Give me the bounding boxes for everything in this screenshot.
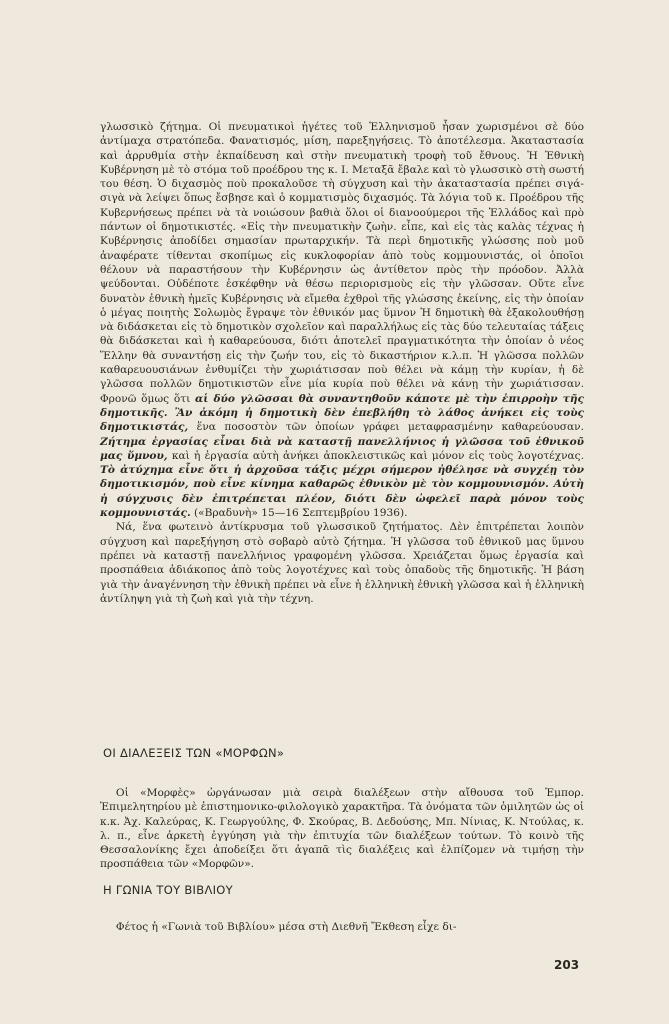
lectures-paragraph: Οἱ «Μορφὲς» ὠργάνωσαν μιὰ σειρὰ διαλέξεων στὴν αἴθουσα τοῦ Ἐμπορ. Ἐπιμελητηρίου μὲ ἐπιστημονικο-φιλολογικὸ χαρακτῆρα. Τὰ ὀνόματα τῶν ὁμιλητῶν ὡς οἱ κ.κ. Ἀχ. Καλεύρας, Κ. Γεωργούλης, Φ. Σκούρας, Β. Δεδούσης, Μπ. Νίνιας, Κ. Ντούλας, κ. λ. π., εἶνε ἀρκετὴ ἐγγύηση γιὰ τὴν ἐπιτυχία τῶν διαλέξεων τούτων. Τὸ κοινὸ τῆς Θεσσαλονίκης ἔχει ἀποδείξει ὅτι ἀγαπᾶ τὶς διαλέξεις καὶ ἐλπίζομεν νὰ τιμήσῃ τὴν προσπάθεια τῶν «Μορφῶν».: [100, 787, 584, 871]
closing-paragraph: Νά, ἕνα φωτεινὸ ἀντίκρυσμα τοῦ γλωσσικοῦ ζητήματος. Δὲν ἐπιτρέπεται λοιπὸν σύγχυση καὶ παρεξήγηση στὸ σοβαρὸ αὐτὸ ζήτημα. Ἡ γλῶσσα τοῦ ἐθνικοῦ μας ὕμνου πρέπει νὰ καταστῇ πανελλήνιος γραφομένη γλῶσσα. Χρειάζεται ὅμως ἐργασία καὶ προσπάθεια ἀδιάκοπος ἀπὸ τοὺς λογοτέχνες καὶ τοὺς ὀπαδοὺς τῆς δημοτικῆς. Ἡ βάση γιὰ τὴν ἀναγέννηση τὴν ἐθνικὴ πρέπει νὰ εἶνε ἡ ἑλληνικὴ ἐθνικὴ γλῶσσα καὶ ἡ ἑλληνικὴ ἀντίληψη γιὰ τὴ ζωὴ καὶ γιὰ τὴν τέχνη.: [100, 521, 584, 605]
text-segment: γλωσσικὸ ζήτημα. Οἱ πνευματικοὶ ἡγέτες τοῦ Ἑλληνισμοῦ ἦσαν χωρισμένοι σὲ δύο ἀντίμαχα στρατόπεδα. Φανατισμός, μίση, παρεξηγήσεις. Τὸ ἀποτέλεσμα. Ἀκαταστασία καὶ ἀρρυθμία στὴν ἐκπαίδευση καὶ στὴν πνευματικὴ τροφὴ τοῦ ἔθνους. Ἡ Ἐθνικὴ Κυβέρνηση μὲ τὸ στόμα τοῦ προέδρου της κ. Ι. Μεταξᾶ ἔβαλε καὶ τὸ γλωσσικὸ στὴ σωστή του θέση. Ὁ διχασμὸς ποὺ προκαλοῦσε τὴ σύγχυση καὶ τὴν ἀκαταστασία πρέπει σιγά-σιγὰ νὰ λείψει ὅπως ἔσβησε καὶ ὁ κομματισμὸς διχασμός. Τὰ λόγια τοῦ κ. Προέδρου τῆς Κυβερνήσεως πρέπει νὰ τὰ νοιώσουν βαθιὰ ὅλοι οἱ διανοούμεροι τῆς Ἑλλάδος καὶ πρὸ πάντων οἱ δημοτικιστές. «Εἰς τὴν πνευματικὴν ζωὴν. εἶπε, καὶ εἰς τὰς καλὰς τέχνας ἡ Κυβέρνησις ἀποδίδει σημασίαν πρωταρχικήν. Τὰ περὶ δημοτικῆς γλώσσης ποὺ μοῦ ἀναφέρατε τίθενται σκοπίμως εἰς κυκλοφορίαν ἀπὸ τοὺς κομμουνιστάς, οἱ ὁποῖοι θέλουν νὰ παραστήσουν τὴν Κυβέρνησιν ὡς ἀντίθετον πρὸς τὴν πρόοδον. Ἀλλὰ ψεύδονται. Οὐδέποτε ἐσκέφθην νὰ θέσω περιορισμοὺς εἰς τὴν γλῶσσαν. Οὔτε εἶνε δυνατὸν ἐθνικὴ ἡμεῖς Κυβέρνησις νὰ εἴμεθα ἐχθροὶ τῆς γλώσσης ἐκείνης, εἰς τὴν ὁποίαν ὁ μέγας ποιητὴς Σολωμὸς ἔγραψε τὸν ἐθνικόν μας ὕμνον Ἡ δημοτικὴ θὰ ἐξακολουθήσῃ νὰ διδάσκεται εἰς τὸ δημοτικὸν σχολεῖον καὶ παραλλήλως εἰς τὰς δύο τελευταίας τάξεις θὰ διδάσκεται καὶ ἡ καθαρεύουσα, διότι ἀποτελεῖ πραγματικότητα τὴν ὁποίαν ὁ νέος Ἕλλην θὰ συναντήσῃ εἰς τὴν ζωήν του, εἰς τὸ δικαστήριον κ.λ.π. Ἡ γλῶσσα πολλῶν καθαρευουσιάνων ἐνθυμίζει τὴν χωριάτισσαν ποὺ θέλει νὰ κάμῃ τὴν κυρίαν, ἡ δὲ γλῶσσα πολλῶν δημοτικιστῶν εἶνε μία κυρία ποὺ θέλει νὰ κάνῃ τὴν χωριάτισσαν. Φρονῶ ὅμως ὅτι: [100, 121, 584, 405]
quoted-paragraph: [100, 120, 584, 520]
bold-segment: Τὸ ἀτύχημα εἶνε ὅτι ἡ ἀρχοῦσα τάξις μέχρι σήμερον ἠθέλησε νὰ συγχέῃ τὸν δημοτικισμόν, ποὺ εἶνε κίνημα καθαρῶς ἐθνικὸν μὲ τὸν κομμουνισμόν. Αὐτὴ ἡ σύγχυσις δὲν ἐπιτρέπεται πλέον, διότι δὲν ὠφελεῖ παρὰ μόνον τοὺς κομμουνιστάς.: [100, 464, 584, 520]
text-segment: («Βραδυνὴ» 15—16 Σεπτεμβρίου 1936).: [190, 507, 408, 520]
bold-segment: αἱ δύο γλῶσσαι θὰ συναντηθοῦν κάποτε μὲ τὴν ἐπιρροὴν τῆς δημοτικῆς. Ἂν ἀκόμη ἡ δημοτικὴ δὲν ἐπεβλήθη τὸ λάθος ἀνήκει εἰς τοὺς δημοτικιστάς,: [100, 392, 584, 434]
text-segment: ἕνα ποσοστὸν τῶν ὁποίων γράφει μεταφρασμένην καθαρεύουσαν.: [188, 421, 584, 434]
section-heading-lectures: ΟΙ ΔΙΑΛΕΞΕΙΣ ΤΩΝ «ΜΟΡΦΩΝ»: [103, 746, 285, 760]
section-heading-book-corner: Η ΓΩΝΙΑ ΤΟΥ ΒΙΒΛΙΟΥ: [103, 883, 233, 897]
bold-segment: Ζήτημα ἐργασίας εἶναι διὰ νὰ καταστῇ πανελλήνιος ἡ γλῶσσα τοῦ ἐθνικοῦ μας ὕμνου,: [100, 435, 584, 462]
book-corner-paragraph: Φέτος ἡ «Γωνιὰ τοῦ Βιβλίου» μέσα στὴ Διεθνῆ Ἔκθεση εἶχε δι-: [115, 921, 457, 933]
text-segment: καὶ ἡ ἐργασία αὐτὴ ἀνήκει ἀποκλειστικῶς καὶ μόνον εἰς τοὺς λογοτέχνας.: [167, 449, 584, 462]
page-number: 203: [554, 958, 580, 972]
book-corner-section: [100, 920, 584, 934]
lectures-section: [100, 786, 584, 872]
article-continuation: [100, 120, 584, 606]
